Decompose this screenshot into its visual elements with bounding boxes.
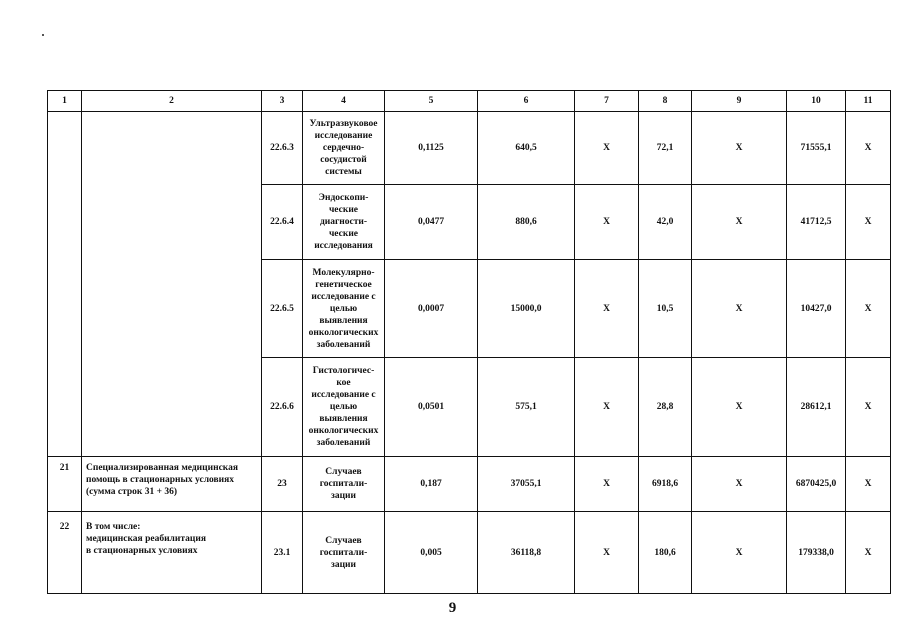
value-cell: 15000,0 (478, 260, 575, 358)
value-cell: 0,005 (385, 512, 478, 594)
header-row (48, 91, 891, 112)
value-cell: X (575, 260, 639, 358)
value-cell: 71555,1 (787, 112, 846, 185)
value-cell: 28,8 (639, 358, 692, 457)
value-cell: X (692, 457, 787, 512)
table-row (48, 112, 891, 185)
value-cell: 640,5 (478, 112, 575, 185)
value-cell: 0,0007 (385, 260, 478, 358)
line-code-cell: 22.6.5 (262, 260, 303, 358)
value-cell: 180,6 (639, 512, 692, 594)
row-name-cell: Специализированная медицинская помощь в стационарных условиях (сумма строк 31 + 36) (82, 457, 262, 512)
header-cell: 10 (787, 91, 846, 112)
line-code-cell: 23 (262, 457, 303, 512)
value-cell: X (575, 112, 639, 185)
row-name-cell: В том числе: медицинская реабилитация в стационарных условиях (82, 512, 262, 594)
value-cell: X (846, 112, 891, 185)
value-cell: 41712,5 (787, 185, 846, 260)
header-cell: 7 (575, 91, 639, 112)
header-cell: 11 (846, 91, 891, 112)
header-cell: 3 (262, 91, 303, 112)
line-code-cell: 22.6.3 (262, 112, 303, 185)
value-cell: 36118,8 (478, 512, 575, 594)
value-cell: X (846, 260, 891, 358)
value-cell: X (692, 512, 787, 594)
value-cell: X (575, 512, 639, 594)
value-cell: 575,1 (478, 358, 575, 457)
value-cell: X (692, 358, 787, 457)
table-row (48, 457, 891, 512)
header-cell: 5 (385, 91, 478, 112)
line-code-cell: 22.6.6 (262, 358, 303, 457)
unit-cell: Эндоскопи- ческие диагности- ческие исследования (303, 185, 385, 260)
value-cell: X (575, 457, 639, 512)
unit-cell: Случаев госпитали- зации (303, 512, 385, 594)
value-cell: 0,187 (385, 457, 478, 512)
table-row (48, 512, 891, 594)
value-cell: 6870425,0 (787, 457, 846, 512)
value-cell: X (692, 112, 787, 185)
financing-table (47, 90, 891, 594)
scan-speck (42, 34, 44, 36)
value-cell: X (846, 185, 891, 260)
row-number-cell: 22 (48, 512, 82, 594)
value-cell: 10427,0 (787, 260, 846, 358)
value-cell: 0,0477 (385, 185, 478, 260)
value-cell: 28612,1 (787, 358, 846, 457)
value-cell: X (846, 358, 891, 457)
value-cell: 6918,6 (639, 457, 692, 512)
header-cell: 2 (82, 91, 262, 112)
value-cell: 42,0 (639, 185, 692, 260)
unit-cell: Гистологичес- кое исследование с целью выявления онкологических заболеваний (303, 358, 385, 457)
value-cell: X (692, 260, 787, 358)
value-cell: X (575, 185, 639, 260)
value-cell: 0,0501 (385, 358, 478, 457)
line-code-cell: 23.1 (262, 512, 303, 594)
unit-cell: Случаев госпитали- зации (303, 457, 385, 512)
header-cell: 8 (639, 91, 692, 112)
value-cell: 10,5 (639, 260, 692, 358)
row-name-cell (82, 112, 262, 457)
value-cell: 179338,0 (787, 512, 846, 594)
header-cell: 4 (303, 91, 385, 112)
unit-cell: Ультразвуковое исследование сердечно- сосудистой системы (303, 112, 385, 185)
line-code-cell: 22.6.4 (262, 185, 303, 260)
value-cell: X (692, 185, 787, 260)
page-number: 9 (448, 600, 457, 616)
header-cell: 9 (692, 91, 787, 112)
value-cell: X (846, 457, 891, 512)
value-cell: 0,1125 (385, 112, 478, 185)
value-cell: 72,1 (639, 112, 692, 185)
value-cell: X (575, 358, 639, 457)
row-number-cell (48, 112, 82, 457)
row-number-cell: 21 (48, 457, 82, 512)
unit-cell: Молекулярно- генетическое исследование с целью выявления онкологических заболеваний (303, 260, 385, 358)
header-cell: 6 (478, 91, 575, 112)
value-cell: 37055,1 (478, 457, 575, 512)
value-cell: X (846, 512, 891, 594)
value-cell: 880,6 (478, 185, 575, 260)
header-cell: 1 (48, 91, 82, 112)
